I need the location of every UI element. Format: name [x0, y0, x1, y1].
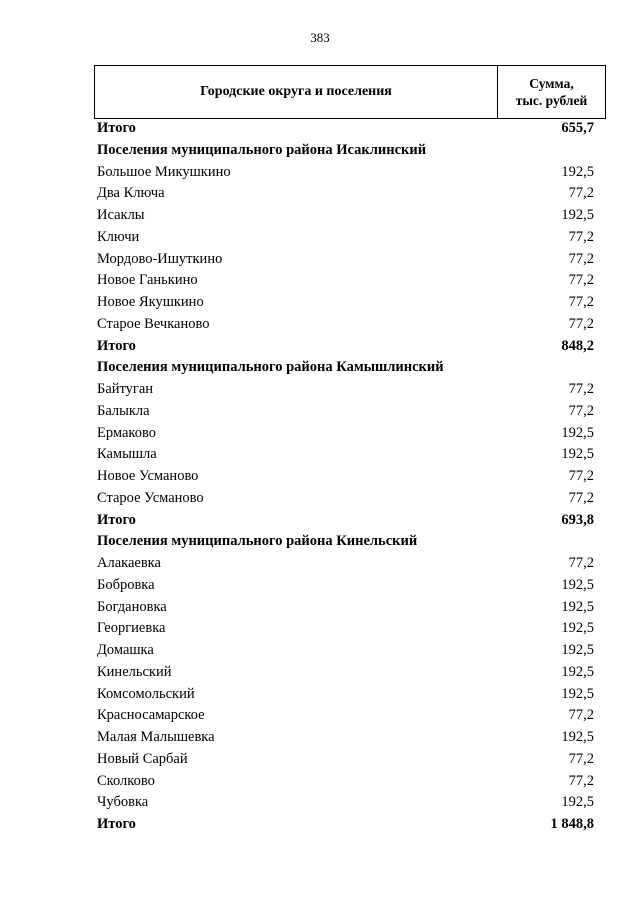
total-row — [0, 511, 640, 533]
settlement-name: Старое Усманово — [97, 489, 204, 506]
section-title: Поселения муниципального района Кинельский — [97, 533, 418, 550]
settlement-name: Итого — [97, 337, 136, 354]
sum-value: 77,2 — [568, 402, 594, 419]
table-row — [0, 554, 640, 576]
settlement-name: Большое Микушкино — [97, 163, 231, 180]
sum-value: 77,2 — [568, 228, 594, 245]
settlement-name: Малая Малышевка — [97, 729, 215, 745]
total-row — [0, 815, 640, 837]
settlement-name: Итого — [97, 511, 136, 528]
settlement-name: Богдановка — [97, 598, 167, 615]
section-title: Поселения муниципального района Камышлинский — [97, 359, 444, 376]
table-row — [0, 685, 640, 707]
sum-value: 77,2 — [568, 294, 594, 310]
table-row — [0, 641, 640, 663]
table-row — [0, 228, 640, 250]
table-row — [0, 424, 640, 446]
settlement-name: Два Ключа — [97, 185, 165, 202]
table-row — [0, 293, 640, 315]
settlement-name: Итого — [97, 120, 136, 136]
sum-value: 192,5 — [561, 663, 594, 680]
sum-value: 192,5 — [561, 685, 594, 702]
sum-value: 77,2 — [568, 315, 594, 332]
settlement-name: Домашка — [97, 642, 154, 658]
header-name-column: Городские округа и поселения — [95, 66, 498, 118]
settlement-name: Новый Сарбай — [97, 750, 188, 767]
settlement-name: Камышла — [97, 446, 157, 463]
sum-value: 77,2 — [568, 555, 594, 571]
table-row — [0, 184, 640, 206]
table-row — [0, 402, 640, 424]
sum-value: 77,2 — [568, 772, 594, 789]
table-row — [0, 163, 640, 185]
settlement-name: Байтуган — [97, 381, 154, 397]
table-body — [0, 119, 640, 837]
table-row — [0, 315, 640, 337]
table-row — [0, 250, 640, 272]
sum-value: 192,5 — [561, 794, 594, 811]
settlement-name: Георгиевка — [97, 620, 166, 637]
table-row — [0, 576, 640, 598]
settlement-name: Старое Вечканово — [97, 315, 210, 332]
table-header — [94, 65, 606, 119]
total-sum: 1 848,8 — [550, 816, 594, 832]
header-sum-column — [498, 66, 605, 118]
settlement-name: Исаклы — [97, 207, 145, 223]
sum-value: 192,5 — [561, 424, 594, 441]
sum-value: 77,2 — [568, 272, 594, 289]
table-row — [0, 598, 640, 620]
table-row — [0, 772, 640, 794]
table-row — [0, 206, 640, 228]
settlement-name: Мордово-Ишуткино — [97, 250, 223, 267]
settlement-name: Алакаевка — [97, 555, 161, 571]
sum-value: 77,2 — [568, 250, 594, 267]
section-title: Поселения муниципального района Исаклинский — [97, 141, 427, 158]
total-sum: 655,7 — [561, 120, 594, 136]
table-row — [0, 706, 640, 728]
section-header-row — [0, 141, 640, 163]
total-sum: 848,2 — [561, 337, 594, 354]
table-row — [0, 271, 640, 293]
table-row — [0, 489, 640, 511]
sum-value: 77,2 — [568, 489, 594, 506]
sum-value: 192,5 — [561, 598, 594, 615]
total-row — [0, 119, 640, 141]
sum-value: 192,5 — [561, 620, 594, 637]
settlement-name: Комсомольский — [97, 685, 195, 702]
settlement-name: Новое Якушкино — [97, 294, 204, 310]
table-row — [0, 619, 640, 641]
table-row — [0, 445, 640, 467]
section-header-row — [0, 532, 640, 554]
settlement-name: Новое Ганькино — [97, 272, 198, 289]
page-number: 383 — [310, 30, 330, 45]
settlement-name: Кинельский — [97, 663, 172, 680]
sum-value: 192,5 — [561, 163, 594, 180]
table-row — [0, 728, 640, 750]
table-row — [0, 750, 640, 772]
table-row — [0, 663, 640, 685]
settlement-name: Сколково — [97, 772, 155, 789]
settlement-name: Красносамарское — [97, 707, 205, 724]
settlement-name: Ермаково — [97, 424, 156, 441]
settlement-name: Бобровка — [97, 576, 155, 593]
settlement-name: Чубовка — [97, 794, 149, 811]
section-header-row — [0, 358, 640, 380]
table-row — [0, 793, 640, 815]
sum-value: 192,5 — [561, 729, 594, 745]
sum-value: 77,2 — [568, 185, 594, 202]
sum-value: 77,2 — [568, 750, 594, 767]
total-row — [0, 337, 640, 359]
sum-value: 192,5 — [561, 207, 594, 223]
total-sum: 693,8 — [561, 511, 594, 528]
sum-value: 192,5 — [561, 642, 594, 658]
table-row — [0, 380, 640, 402]
sum-value: 77,2 — [568, 381, 594, 397]
settlement-name: Балыкла — [97, 402, 150, 419]
settlement-name: Итого — [97, 816, 136, 832]
settlement-name: Ключи — [97, 228, 140, 245]
header-sum-line2: тыс. рублей — [515, 93, 588, 108]
sum-value: 77,2 — [568, 468, 594, 484]
settlement-name: Новое Усманово — [97, 468, 199, 484]
table-row — [0, 467, 640, 489]
header-sum-line1: Сумма, — [529, 76, 574, 91]
sum-value: 192,5 — [561, 446, 594, 463]
sum-value: 192,5 — [561, 576, 594, 593]
sum-value: 77,2 — [568, 707, 594, 724]
